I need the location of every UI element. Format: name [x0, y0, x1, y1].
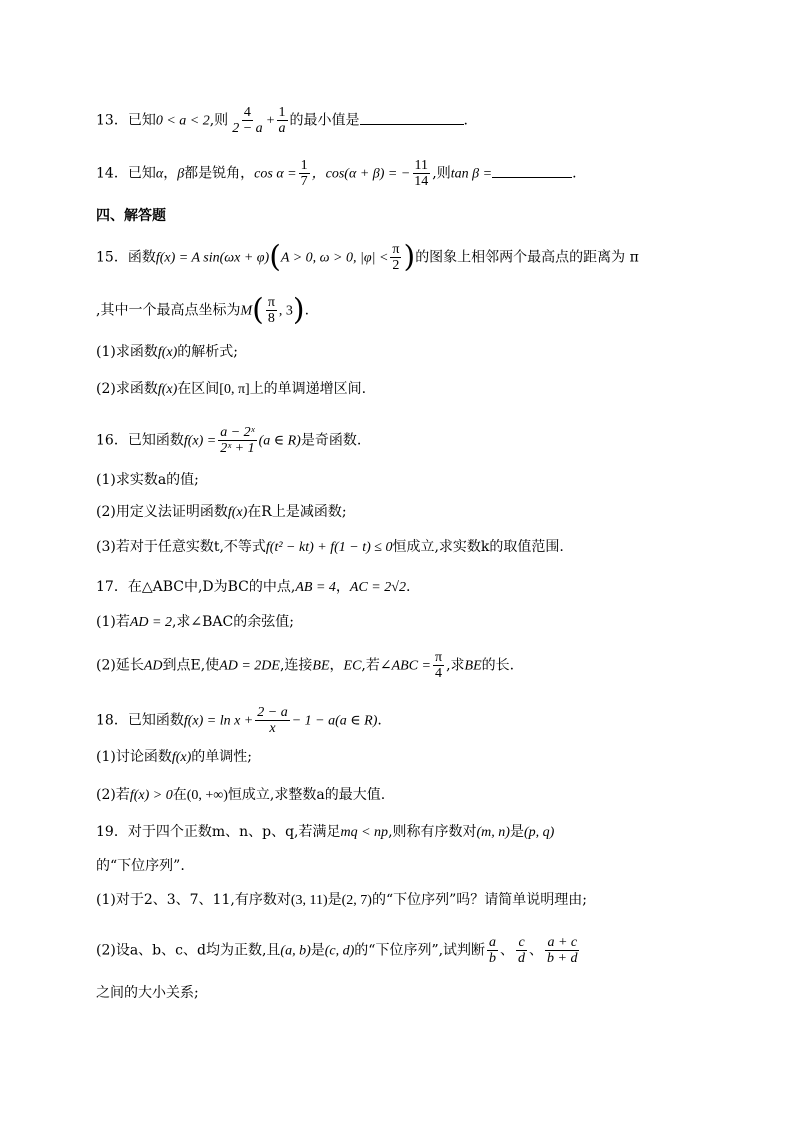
text: 恒成立,求整数a的最大值. [227, 787, 386, 803]
question-18-part2 [96, 785, 385, 806]
denominator: 14 [414, 174, 429, 189]
text: 在△ABC中,D为BC的中点, [127, 579, 296, 595]
math: α [155, 166, 164, 182]
fraction [255, 705, 289, 736]
denominator: b [489, 951, 497, 966]
text: 在 [172, 787, 187, 803]
fraction [487, 935, 498, 966]
inequality: f(t² − kt) + f(1 − t) ≤ 0 [265, 540, 393, 555]
question-13 [96, 105, 468, 136]
interval: (0, +∞) [186, 788, 228, 803]
text: (1)求函数 [96, 344, 158, 360]
math: AD = 2DE [219, 658, 280, 674]
math: (c, d) [324, 943, 355, 959]
text: . [405, 579, 411, 595]
fraction [277, 105, 288, 136]
math: (p, q) [523, 825, 555, 840]
text: (1)对于2、3、7、11,有序数对 [96, 892, 291, 908]
text: 的最小值是 [289, 112, 360, 129]
text: ， [163, 165, 178, 182]
inequality: mq < np [340, 825, 389, 840]
fraction [433, 650, 444, 681]
text: ， [329, 657, 344, 674]
text: . [572, 165, 577, 182]
condition: A > 0, ω > 0, |φ| < [280, 250, 389, 266]
text: ,若 [361, 657, 380, 674]
question-19 [96, 822, 554, 843]
text: 是 [310, 942, 325, 959]
text: (2)用定义法证明函数 [96, 504, 228, 520]
denominator: d [518, 951, 526, 966]
denominator: x [269, 721, 276, 736]
numerator: π [435, 650, 443, 665]
math: (m, n) [476, 825, 510, 840]
text: 的“下位序列”吗？请简单说明理由; [371, 892, 587, 908]
condition: 0 < a < 2 [155, 113, 210, 129]
denominator: b + d [547, 951, 578, 966]
question-18-part1 [96, 747, 252, 768]
left-paren: ( [252, 292, 264, 328]
text: (1)讨论函数 [96, 749, 172, 765]
text: 都是锐角， [184, 165, 255, 182]
separator: 、 [529, 942, 544, 959]
math: AD [143, 658, 163, 674]
question-16-part2 [96, 502, 347, 523]
coordinate: , 3 [278, 303, 293, 319]
text: 的“下位序列”,试判断 [354, 942, 486, 959]
math: BE [312, 658, 330, 674]
text: ,求∠BAC的余弦值; [171, 614, 294, 630]
text: ,则 [432, 165, 451, 182]
question-16-part3 [96, 537, 564, 558]
question-16 [96, 425, 361, 456]
denominator: 7 [300, 174, 308, 189]
question-number: 14． [96, 165, 128, 182]
numerator: a − 2ˣ [220, 425, 255, 440]
condition: (a ∈ R) [258, 433, 301, 449]
function-expression: f(x) = ln x + [183, 713, 254, 729]
text: (3)若对于任意实数t,不等式 [96, 539, 266, 555]
question-14 [96, 158, 577, 189]
text: 是奇函数. [300, 432, 362, 449]
right-paren: ) [403, 239, 416, 275]
denominator: 4 [435, 666, 443, 681]
text: 恒成立,求实数k的取值范围. [392, 539, 564, 555]
text: 的图象上相邻两个最高点的距离为 π [415, 249, 639, 266]
text: 的解析式; [177, 344, 238, 360]
numerator: 11 [414, 158, 429, 173]
fraction [390, 242, 401, 273]
question-17-part2 [96, 650, 514, 681]
text: 是 [509, 824, 524, 840]
math: AD = 2 [129, 615, 172, 630]
text: ， [335, 579, 350, 595]
math: tan β = [450, 166, 493, 182]
denominator: 8 [267, 311, 275, 326]
text: 是 [327, 892, 342, 908]
numerator: c [518, 935, 525, 950]
denominator: 2ˣ + 1 [220, 441, 255, 456]
math: f(x) [157, 382, 178, 397]
text: (1)若 [96, 614, 130, 630]
function-expression: f(x) = A sin(ωx + φ) [155, 250, 270, 266]
text: 到点E,使 [162, 657, 220, 674]
text: ,求 [446, 657, 465, 674]
question-19-line2: 的“下位序列”. [96, 858, 185, 874]
text: 函数 [127, 249, 156, 266]
fraction [299, 158, 310, 189]
text: . [463, 112, 468, 129]
fraction [218, 425, 256, 456]
answer-blank [360, 124, 464, 125]
text: (2)若 [96, 787, 130, 803]
question-17 [96, 577, 410, 598]
question-number: 15． [96, 249, 128, 266]
math: ∠ABC = [379, 658, 431, 674]
text: ,则称有序数对 [388, 824, 477, 840]
text: . [304, 302, 310, 319]
fraction [266, 295, 277, 326]
math: f(x) [171, 750, 192, 765]
math: f(x) > 0 [129, 788, 173, 803]
math: f(x) [227, 505, 248, 520]
text: ,连接 [279, 657, 313, 674]
numerator: π [267, 295, 275, 310]
math: f(x) [157, 345, 178, 360]
text: 已知 [127, 112, 156, 129]
numerator: 1 [278, 105, 286, 120]
text: 的长. [481, 657, 515, 674]
fraction [516, 935, 527, 966]
text: 已知函数 [127, 712, 184, 729]
question-number: 16． [96, 432, 128, 449]
math: ，cos(α + β) = − [311, 166, 411, 182]
text: 上的单调递增区间. [249, 381, 367, 397]
denominator: 2 − a [232, 121, 263, 136]
text: 已知 [127, 165, 156, 182]
numerator: a [489, 935, 497, 950]
math: (a, b) [280, 943, 311, 959]
point-label: M [240, 303, 253, 319]
text: 的单调性; [191, 749, 252, 765]
denominator: 2 [392, 258, 400, 273]
question-15-line2 [96, 292, 310, 328]
text: 在区间 [177, 381, 220, 397]
interval: [0, π] [219, 382, 250, 397]
question-18 [96, 705, 382, 736]
denominator: a [278, 121, 286, 136]
fraction [545, 935, 579, 966]
question-19-line3: 之间的大小关系; [96, 985, 199, 1001]
math: (3, 11) [290, 893, 328, 908]
math: EC [343, 658, 362, 674]
text: 在R上是减函数; [247, 504, 347, 520]
fraction [230, 105, 264, 136]
question-number: 18． [96, 712, 128, 729]
numerator: 4 [243, 105, 251, 120]
numerator: a + c [547, 935, 578, 950]
numerator: π [392, 242, 400, 257]
section-heading: 四、解答题 [96, 208, 166, 224]
text: ,则 [209, 112, 229, 129]
question-number: 17． [96, 579, 128, 595]
answer-blank [492, 177, 572, 178]
math: AB = 4 [295, 580, 336, 595]
math: − 1 − a(a ∈ R) [291, 713, 378, 729]
question-19-part1 [96, 890, 587, 911]
math: (2, 7) [341, 893, 372, 908]
math: β [177, 166, 185, 182]
question-number: 19． [96, 824, 128, 840]
math: cos α = [254, 166, 297, 182]
left-paren: ( [269, 239, 281, 275]
math: BE [464, 658, 482, 674]
operator: + [266, 113, 275, 129]
text: ,其中一个最高点坐标为 [96, 302, 241, 319]
question-number: 13． [96, 112, 128, 129]
text: (2)延长 [96, 657, 144, 674]
question-17-part1 [96, 612, 294, 633]
right-paren: ) [292, 292, 305, 328]
numerator: 1 [300, 158, 308, 173]
text: 已知函数 [127, 432, 184, 449]
question-19-part2 [96, 935, 582, 966]
question-15 [96, 239, 639, 275]
separator: 、 [500, 942, 515, 959]
text: . [377, 712, 382, 729]
question-16-part1: (1)求实数a的值; [96, 472, 199, 488]
numerator: 2 − a [257, 705, 288, 720]
question-15-part1 [96, 342, 238, 363]
question-15-part2 [96, 379, 366, 400]
function-expression: f(x) = [183, 433, 217, 449]
fraction [412, 158, 430, 189]
text: (2)设a、b、c、d均为正数,且 [96, 942, 281, 959]
text: (2)求函数 [96, 381, 158, 397]
text: 对于四个正数m、n、p、q,若满足 [127, 824, 341, 840]
math: AC = 2√2 [349, 580, 406, 595]
